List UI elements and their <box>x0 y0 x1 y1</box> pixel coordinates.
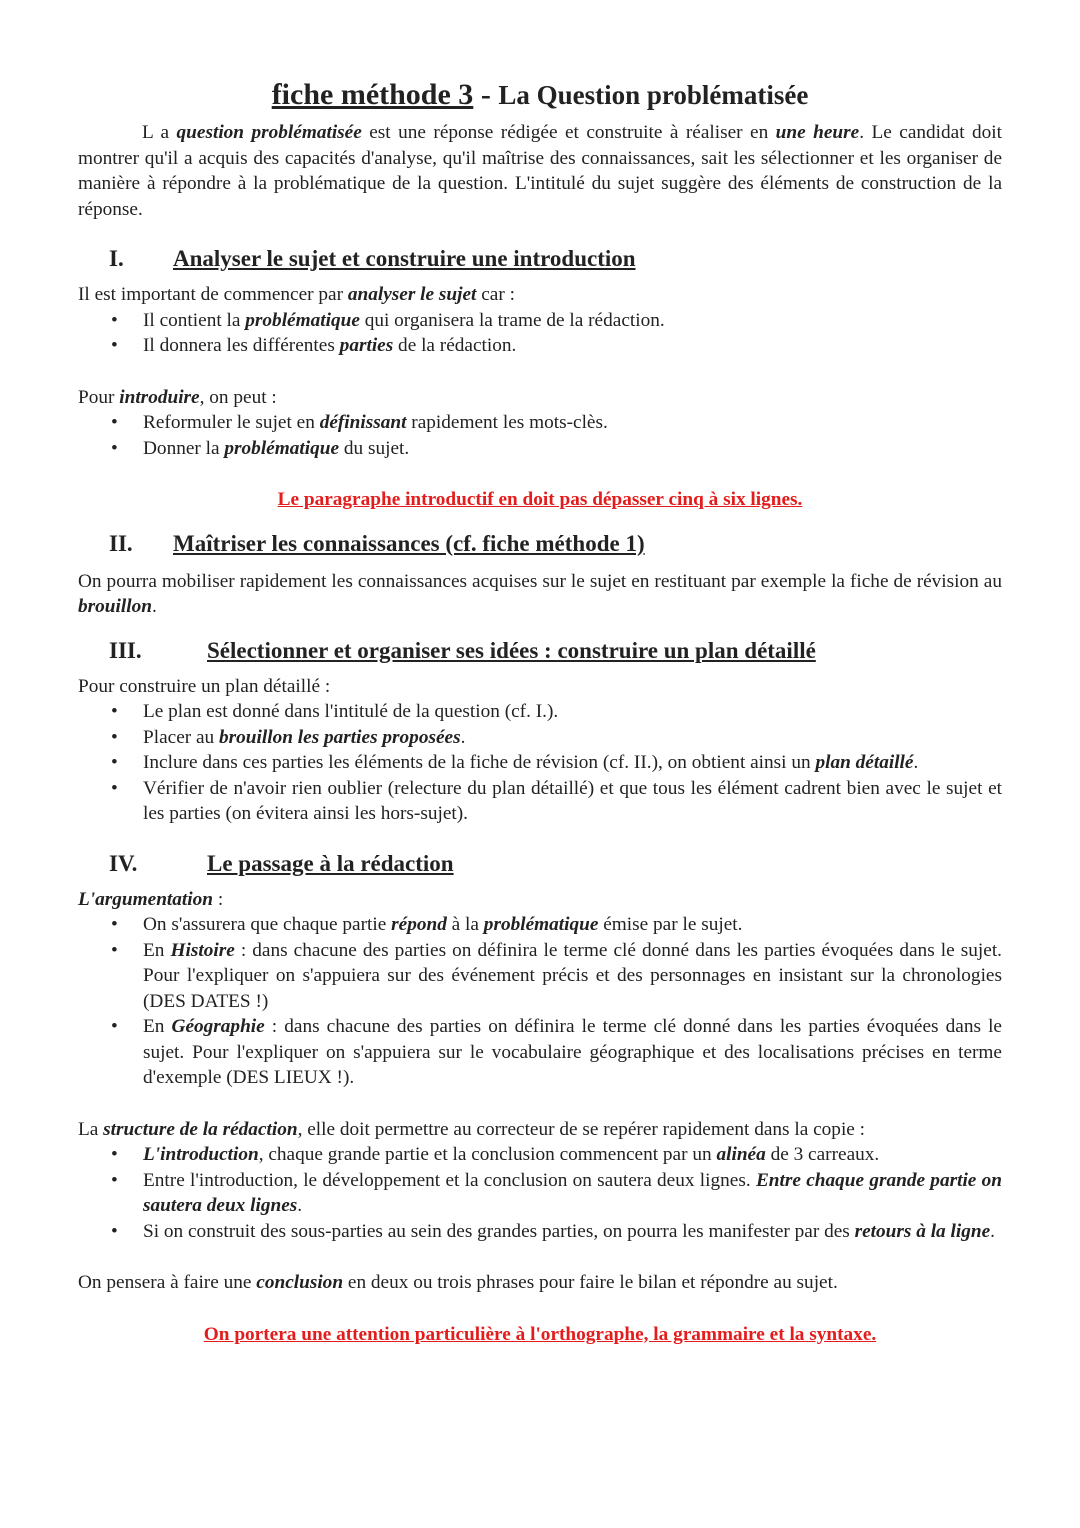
title-separator: - <box>473 78 499 111</box>
section-title: Analyser le sujet et construire une introduction <box>173 246 636 271</box>
section-number: II. <box>109 530 133 556</box>
text: Il est important de commencer par <box>78 284 348 305</box>
intro-text: . Le candidat doit montrer qu'il a acquis des capacités d'analyse, qu'il maîtrise des connaissances, sait les sélectionner et les organiser de manière à répondre à la problématique de la question. L'intitulé du sujet suggère des éléments de construction de la réponse. <box>78 122 1003 220</box>
section4-paragraph: L'argumentation : <box>78 888 224 910</box>
section1-paragraph <box>78 282 1002 308</box>
section-heading-1 <box>78 244 1002 274</box>
list-item: • Vérifier de n'avoir rien oublier (relecture du plan détaillé) et que tous les élément cadrent bien avec le sujet et les parties (on évitera ainsi les hors-sujet). <box>78 776 1002 827</box>
list-item: • L'introduction, chaque grande partie et la conclusion commencent par un alinéa de 3 carreaux. <box>78 1142 1002 1168</box>
text: car : <box>476 284 515 305</box>
section-title: Sélectionner et organiser ses idées : construire un plan détaillé <box>207 637 816 663</box>
list-item: • Placer au brouillon les parties proposées. <box>78 725 1002 751</box>
bullet-list <box>78 410 1002 461</box>
emphasis: analyser le sujet <box>347 284 477 305</box>
list-item: • Entre l'introduction, le développement et la conclusion on sautera deux lignes. Entre chaque grande partie on sautera deux lignes. <box>78 1168 1002 1219</box>
section-number: I. <box>109 246 124 271</box>
section-number: IV. <box>109 850 138 876</box>
section4-paragraph: La structure de la rédaction, elle doit permettre au correcteur de se repérer rapidement dans la copie : <box>78 1118 866 1140</box>
intro-paragraph <box>78 120 1002 222</box>
section4-paragraph: On pensera à faire une conclusion en deux ou trois phrases pour faire le bilan et répondre au sujet. <box>78 1272 838 1293</box>
list-item: • En Géographie : dans chacune des parties on définira le terme clé donné dans les parties évoquées dans le sujet. Pour l'expliquer on s'appuiera sur le vocabulaire géographique et des localisations précises en terme d'exemple (DES LIEUX !). <box>78 1014 1002 1091</box>
intro-emphasis: une heure <box>775 122 860 143</box>
list-item: • Inclure dans ces parties les éléments de la fiche de révision (cf. II.), on obtient ainsi un plan détaillé. <box>78 750 1002 776</box>
list-item: • On s'assurera que chaque partie répond à la problématique émise par le sujet. <box>78 912 1002 938</box>
list-item: • Donner la problématique du sujet. <box>78 436 1002 462</box>
section-number: III. <box>109 637 142 663</box>
section2-paragraph: On pourra mobiliser rapidement les connaissances acquises sur le sujet en restituant par exemple la fiche de révision au brouillon. <box>78 570 1002 617</box>
bullet-list <box>78 699 1002 827</box>
section-title: Maîtriser les connaissances (cf. fiche méthode 1) <box>173 530 645 556</box>
section-heading-3 <box>78 636 1002 666</box>
red-note: On portera une attention particulière à l'orthographe, la grammaire et la syntaxe. <box>203 1323 877 1345</box>
intro-text: est une réponse rédigée et construite à réaliser en <box>361 122 776 143</box>
section-heading-4 <box>78 849 1002 879</box>
title-subtitle: La Question problématisée <box>498 80 809 110</box>
intro-emphasis: question problématisée <box>176 122 362 143</box>
intro-text: L a <box>142 122 177 143</box>
title-main: fiche méthode 3 <box>271 78 474 111</box>
list-item: • Reformuler le sujet en définissant rapidement les mots-clès. <box>78 410 1002 436</box>
section3-paragraph: Pour construire un plan détaillé : <box>78 675 331 697</box>
list-item: • Il contient la problématique qui organisera la trame de la rédaction. <box>78 308 1002 334</box>
list-item: • Le plan est donné dans l'intitulé de la question (cf. I.). <box>78 699 1002 725</box>
bullet-list <box>78 912 1002 1091</box>
page-title <box>78 74 1002 116</box>
bullet-list <box>78 1142 1002 1244</box>
bullet-list <box>78 308 1002 359</box>
section-heading-2 <box>78 529 1002 559</box>
section1-paragraph: Pour introduire, on peut : <box>78 386 277 408</box>
list-item: • Il donnera les différentes parties de la rédaction. <box>78 333 1002 359</box>
list-item: • Si on construit des sous-parties au sein des grandes parties, on pourra les manifester par des retours à la ligne. <box>78 1219 1002 1245</box>
list-item: • En Histoire : dans chacune des parties on définira le terme clé donné dans les parties évoquées dans le sujet. Pour l'expliquer on s'appuiera sur des événement précis et des personnages en insistant sur la chronologies (DES DATES !) <box>78 938 1002 1015</box>
red-note: Le paragraphe introductif en doit pas dépasser cinq à six lignes. <box>277 489 803 510</box>
section-title: Le passage à la rédaction <box>207 850 454 876</box>
